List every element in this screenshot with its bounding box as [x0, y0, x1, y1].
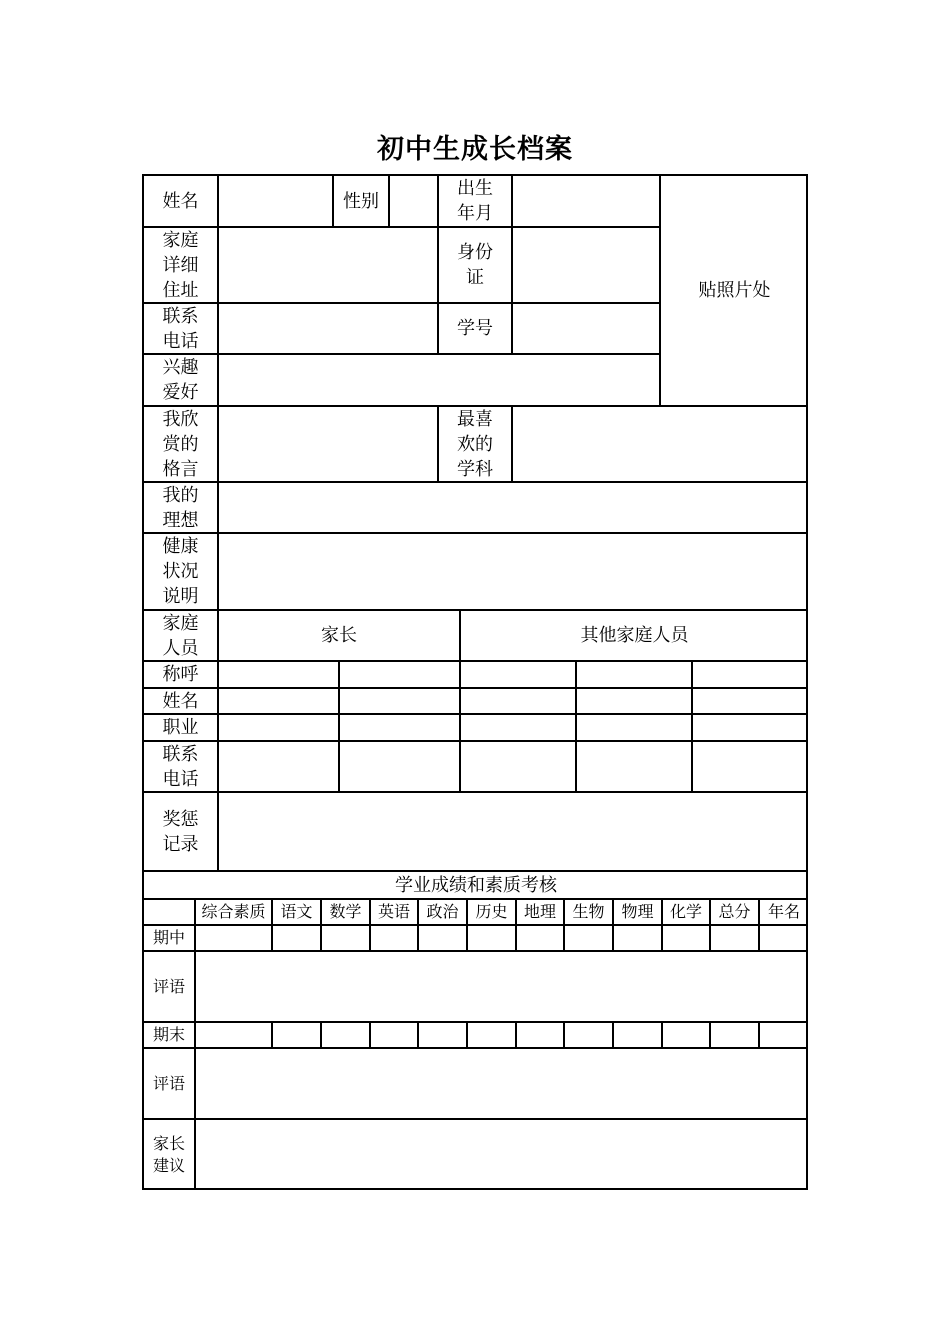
row-divider: [144, 740, 808, 742]
row-divider: [144, 950, 808, 952]
row-divider: [144, 302, 661, 304]
row-divider: [144, 353, 661, 355]
col-divider: [417, 1021, 419, 1048]
page-title: 初中生成长档案: [377, 134, 573, 165]
grade-column-header: 数学: [329, 902, 362, 921]
col-divider: [194, 898, 196, 1190]
row-divider: [144, 1118, 808, 1120]
col-divider: [612, 1021, 614, 1048]
address-label: 家庭详细住址: [162, 229, 199, 301]
grade-column-header: 物理: [621, 902, 654, 921]
grade-column-header: 年名: [767, 902, 800, 921]
grade-column-header: 地理: [523, 902, 556, 921]
parent-advice-label: 家长建议: [152, 1134, 185, 1175]
row-divider: [144, 226, 661, 228]
col-divider: [217, 176, 219, 870]
grade-column-header: 历史: [475, 902, 508, 921]
id-card-label: 身份证: [457, 242, 493, 288]
final-label: 期末: [152, 1025, 185, 1044]
midterm-label: 期中: [152, 928, 185, 947]
name-label: 姓名: [162, 190, 199, 212]
grades-section-title: 学业成绩和素质考核: [395, 874, 557, 896]
dream-label: 我的理想: [162, 484, 199, 531]
grade-column-header: 语文: [280, 902, 313, 921]
final-comment-label: 评语: [152, 1073, 185, 1093]
col-divider: [661, 1021, 663, 1048]
grade-column-header: 总分: [718, 902, 751, 921]
col-divider: [709, 1021, 711, 1048]
grade-column-header: 生物: [572, 902, 605, 921]
photo-placeholder: 贴照片处: [698, 280, 771, 301]
col-divider: [575, 660, 577, 791]
student-no-label: 学号: [457, 318, 493, 339]
family-row-label: 称呼: [162, 664, 199, 685]
motto-label: 我欣赏的格言: [162, 408, 199, 480]
col-divider: [758, 1021, 760, 1048]
grade-column-header: 综合素质: [201, 902, 266, 921]
family-row-label: 联系电话: [162, 743, 199, 790]
col-divider: [511, 176, 513, 354]
student-archive-form: [142, 174, 808, 1190]
row-divider: [144, 532, 808, 534]
family-row-label: 职业: [162, 717, 199, 738]
grade-column-header: 化学: [669, 902, 702, 921]
row-divider: [144, 660, 808, 662]
birth-date-label: 出生年月: [457, 178, 493, 224]
row-divider: [144, 687, 808, 689]
parents-header: 家长: [321, 625, 357, 646]
col-divider: [466, 1021, 468, 1048]
row-divider: [144, 791, 808, 793]
family-row-label: 姓名: [162, 690, 199, 712]
row-divider: [144, 713, 808, 715]
gender-label: 性别: [343, 190, 379, 212]
col-divider: [369, 1021, 371, 1048]
family-section-label: 家庭人员: [162, 612, 199, 659]
grade-column-header: 英语: [377, 902, 410, 921]
phone-label: 联系电话: [162, 305, 199, 352]
hobby-label: 兴趣爱好: [162, 357, 199, 403]
col-divider: [511, 405, 513, 482]
favorite-subject-label: 最喜欢的学科: [457, 408, 493, 480]
col-divider: [515, 1021, 517, 1048]
col-divider: [563, 1021, 565, 1048]
col-divider: [271, 1021, 273, 1048]
grade-column-header: 政治: [426, 902, 459, 921]
col-divider: [338, 660, 340, 791]
col-divider: [388, 176, 390, 227]
midterm-comment-label: 评语: [152, 976, 185, 996]
health-label: 健康状况说明: [162, 536, 199, 607]
col-divider: [320, 1021, 322, 1048]
other-family-header: 其他家庭人员: [580, 625, 689, 646]
col-divider: [691, 660, 693, 791]
rewards-label: 奖惩记录: [162, 808, 199, 855]
